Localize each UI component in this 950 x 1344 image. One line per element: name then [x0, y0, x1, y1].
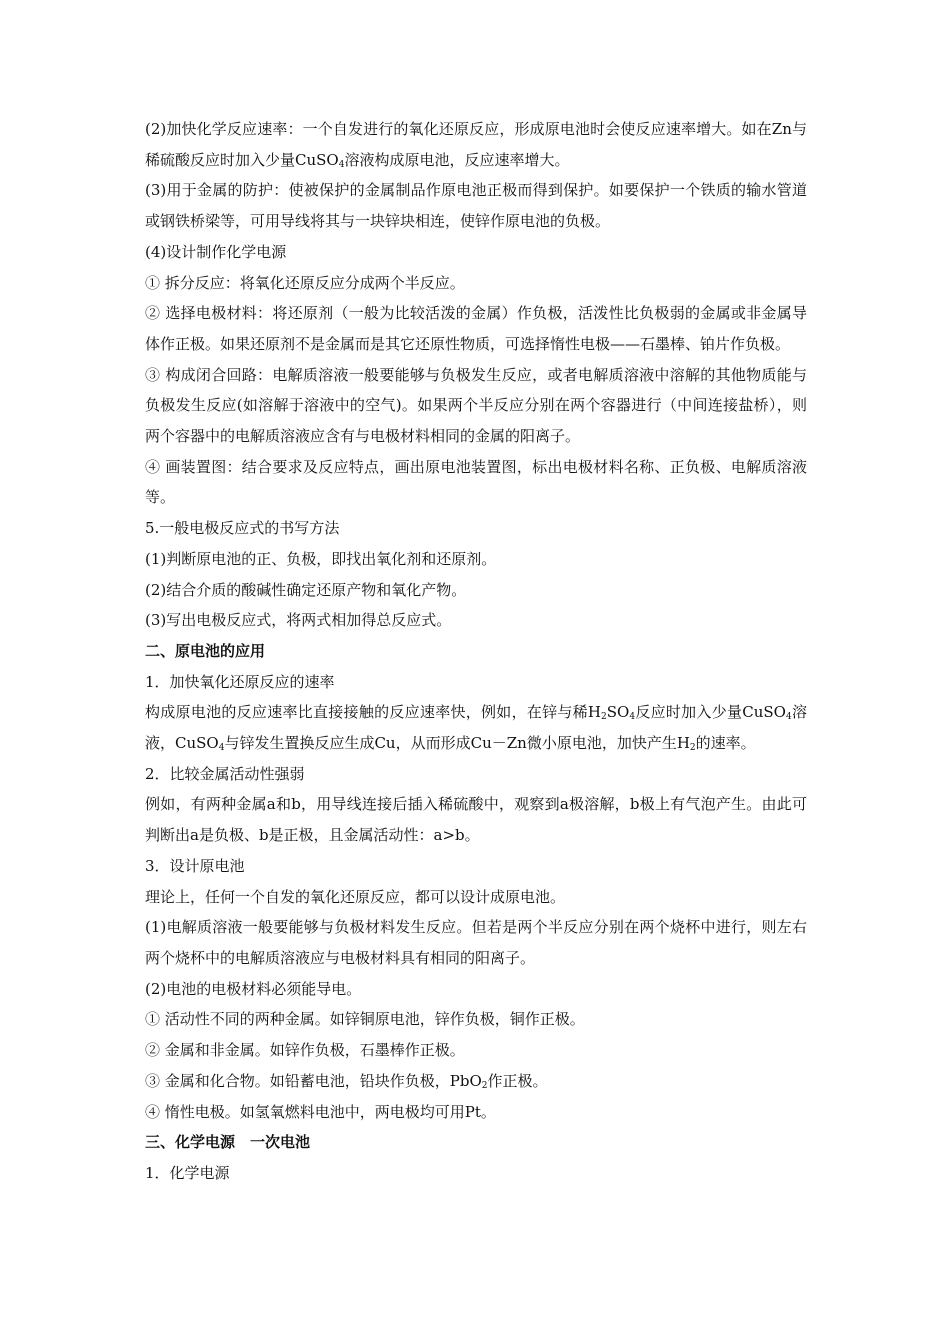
paragraph: [145, 1066, 807, 1097]
paragraph: [145, 697, 807, 758]
text-run: ③ 构成闭合回路：电解质溶液一般要能够与负极发生反应，或者电解质溶液中溶解的其他物质能与负极发生反应(如溶解于溶液中的空气)。如果两个半反应分别在两个容器进行（中间连接盐桥），则两个容器中的电解质溶液应含有与电极材料相同的金属的阳离子。: [145, 365, 807, 446]
text-run: ④ 画装置图：结合要求及反应特点，画出原电池装置图，标出电极材料名称、正负极、电解质溶液等。: [145, 457, 807, 507]
paragraph: [145, 759, 807, 790]
paragraph: [145, 851, 807, 882]
text-run: ② 金属和非金属。如锌作负极，石墨棒作正极。: [145, 1041, 465, 1060]
text-run: ④ 惰性电极。如氢氧燃料电池中，两电极均可用Pt。: [145, 1102, 496, 1121]
section-heading: [145, 1127, 807, 1158]
paragraph: [145, 360, 807, 452]
paragraph: [145, 605, 807, 636]
text-run: SO: [606, 703, 630, 722]
text-run: 3．设计原电池: [145, 856, 245, 875]
text-run: (3)用于金属的防护：使被保护的金属制品作原电池正极而得到保护。如要保护一个铁质的输水管道或钢铁桥梁等，可用导线将其与一块锌块相连，使锌作原电池的负极。: [145, 181, 807, 231]
paragraph: [145, 974, 807, 1005]
text-run: 构成原电池的反应速率比直接接触的反应速率快，例如，在锌与稀H: [145, 703, 602, 722]
section-heading: [145, 636, 807, 667]
paragraph: [145, 298, 807, 359]
text-run: 溶液构成原电池，反应速率增大。: [344, 150, 570, 169]
text-run: 1．化学电源: [145, 1163, 230, 1182]
paragraph: [145, 912, 807, 973]
text-run: (4)设计制作化学电源: [145, 242, 287, 261]
subscript: 4: [338, 159, 345, 170]
paragraph: [145, 575, 807, 606]
text-run: (2)结合介质的酸碱性确定还原产物和氧化产物。: [145, 580, 467, 599]
paragraph: [145, 789, 807, 850]
paragraph: [145, 667, 807, 698]
paragraph: [145, 1035, 807, 1066]
text-run: 溶液，CuSO: [145, 703, 807, 753]
text-run: 与锌发生置换反应生成Cu，从而形成Cu－Zn微小原电池，加快产生H: [224, 734, 690, 753]
document-body: [145, 114, 807, 1189]
subscript: 2: [689, 743, 696, 754]
text-run: 理论上，任何一个自发的氧化还原反应，都可以设计成原电池。: [145, 887, 566, 906]
paragraph: [145, 513, 807, 544]
text-run: 1．加快氧化还原反应的速率: [145, 672, 335, 691]
text-run: ③ 金属和化合物。如铅蓄电池，铅块作负极，PbO: [145, 1071, 482, 1090]
text-run: (2)电池的电极材料必须能导电。: [145, 979, 362, 998]
text-run: ② 选择电极材料：将还原剂（一般为比较活泼的金属）作负极，活泼性比负极弱的金属或非金属导体作正极。如果还原剂不是金属而是其它还原性物质，可选择惰性电极——石墨棒、铂片作负极。: [145, 304, 807, 353]
paragraph: [145, 237, 807, 268]
paragraph: [145, 114, 807, 175]
text-run: 例如，有两种金属a和b，用导线连接后插入稀硫酸中，观察到a极溶解，b极上有气泡产生。由此可判断出a是负极、b是正极，且金属活动性：a>b。: [145, 795, 807, 845]
subscript: 2: [601, 712, 607, 723]
paragraph: [145, 175, 807, 236]
paragraph: [145, 882, 807, 913]
paragraph: [145, 544, 807, 575]
text-run: (3)写出电极反应式，将两式相加得总反应式。: [145, 611, 452, 630]
subscript: 2: [481, 1080, 488, 1091]
text-run: 2．比较金属活动性强弱: [145, 764, 305, 783]
subscript: 4: [218, 743, 225, 754]
subscript: 4: [629, 712, 636, 723]
text-run: 的速率。: [695, 734, 756, 753]
text-run: (1)电解质溶液一般要能够与负极材料发生反应。但若是两个半反应分别在两个烧杯中进行，则左右两个烧杯中的电解质溶液应与电极材料具有相同的阳离子。: [145, 918, 807, 967]
text-run: 作正极。: [487, 1071, 548, 1090]
text-run: 5.一般电极反应式的书写方法: [145, 519, 340, 538]
text-run: 二、原电池的应用: [145, 641, 266, 660]
paragraph: [145, 452, 807, 513]
text-run: 反应时加入少量CuSO: [635, 703, 786, 722]
subscript: 4: [785, 712, 792, 723]
text-run: 三、化学电源 一次电池: [145, 1133, 311, 1152]
paragraph: [145, 1097, 807, 1128]
text-run: (2)加快化学反应速率：一个自发进行的氧化还原反应，形成原电池时会使反应速率增大。如在Zn与稀硫酸反应时加入少量CuSO: [145, 120, 807, 169]
paragraph: [145, 268, 807, 299]
text-run: (1)判断原电池的正、负极，即找出氧化剂和还原剂。: [145, 549, 497, 568]
paragraph: [145, 1004, 807, 1035]
text-run: ① 活动性不同的两种金属。如锌铜原电池，锌作负极，铜作正极。: [145, 1010, 585, 1029]
text-run: ① 拆分反应：将氧化还原反应分成两个半反应。: [145, 273, 465, 292]
paragraph: [145, 1158, 807, 1189]
